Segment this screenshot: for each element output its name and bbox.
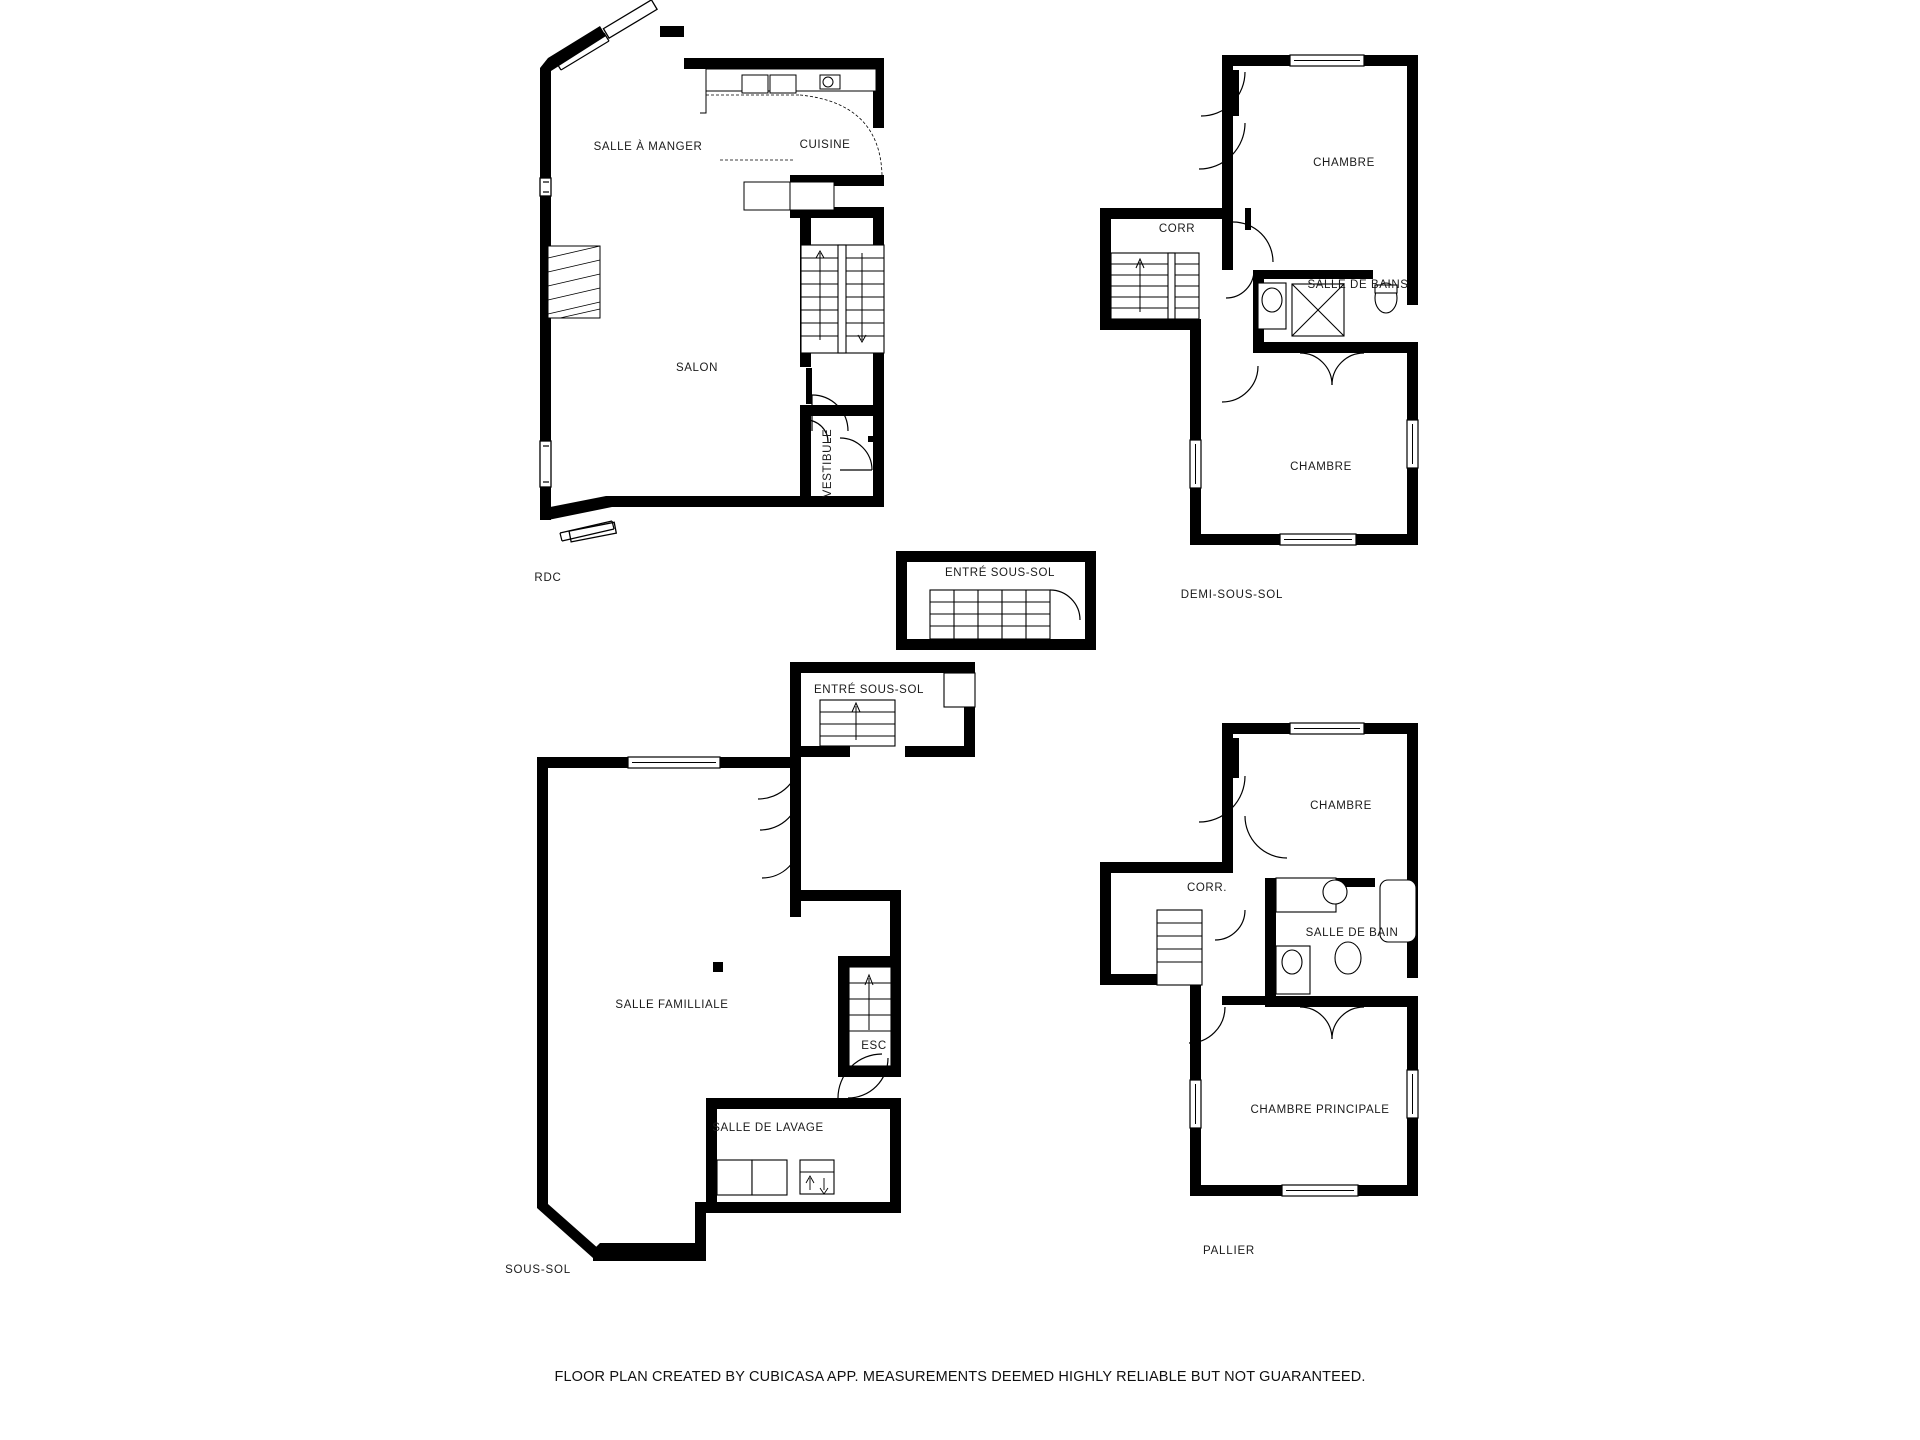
floor-label-demi-sous-sol: DEMI-SOUS-SOL — [1180, 589, 1284, 601]
room-label-cuisine: CUISINE — [799, 139, 851, 151]
room-label-entre-sous-sol: ENTRÉ SOUS-SOL — [813, 684, 925, 696]
footer-disclaimer: FLOOR PLAN CREATED BY CUBICASA APP. MEASUREMENTS DEEMED HIGHLY RELIABLE BUT NOT GUARANTEED. — [554, 1369, 1366, 1385]
room-label-chambre-upper: CHAMBRE — [1313, 157, 1375, 169]
entre-sous-sol-inset-geometry — [896, 551, 1096, 650]
room-label-salle-a-manger: SALLE À MANGER — [593, 141, 703, 153]
room-label-salle-de-bain: SALLE DE BAIN — [1305, 927, 1399, 939]
room-label-esc: ESC — [861, 1040, 887, 1052]
floor-demi-sous-sol-geometry — [1100, 55, 1418, 545]
room-label-salon: SALON — [676, 362, 718, 374]
room-label-chambre-lower: CHAMBRE — [1290, 461, 1352, 473]
room-label-salle-de-lavage: SALLE DE LAVAGE — [712, 1122, 824, 1134]
floor-label-sous-sol: SOUS-SOL — [505, 1264, 571, 1276]
floor-label-pallier: PALLIER — [1202, 1245, 1256, 1257]
room-label-corr: CORR — [1158, 223, 1196, 235]
floor-sous-sol-geometry — [537, 662, 975, 1261]
floor-label-rdc: RDC — [534, 572, 562, 584]
room-label-chambre-pallier: CHAMBRE — [1310, 800, 1372, 812]
room-label-salle-de-bains: SALLE DE BAINS — [1307, 279, 1409, 291]
floor-pallier-geometry — [1100, 723, 1418, 1196]
room-label-entre-sous-sol-inset: ENTRÉ SOUS-SOL — [944, 567, 1056, 579]
room-label-salle-familliale: SALLE FAMILLIALE — [615, 999, 729, 1011]
room-label-corr-pallier: CORR. — [1186, 882, 1228, 894]
room-label-chambre-principale: CHAMBRE PRINCIPALE — [1250, 1104, 1390, 1116]
room-label-vestibule: VESTIBULE — [822, 428, 834, 498]
